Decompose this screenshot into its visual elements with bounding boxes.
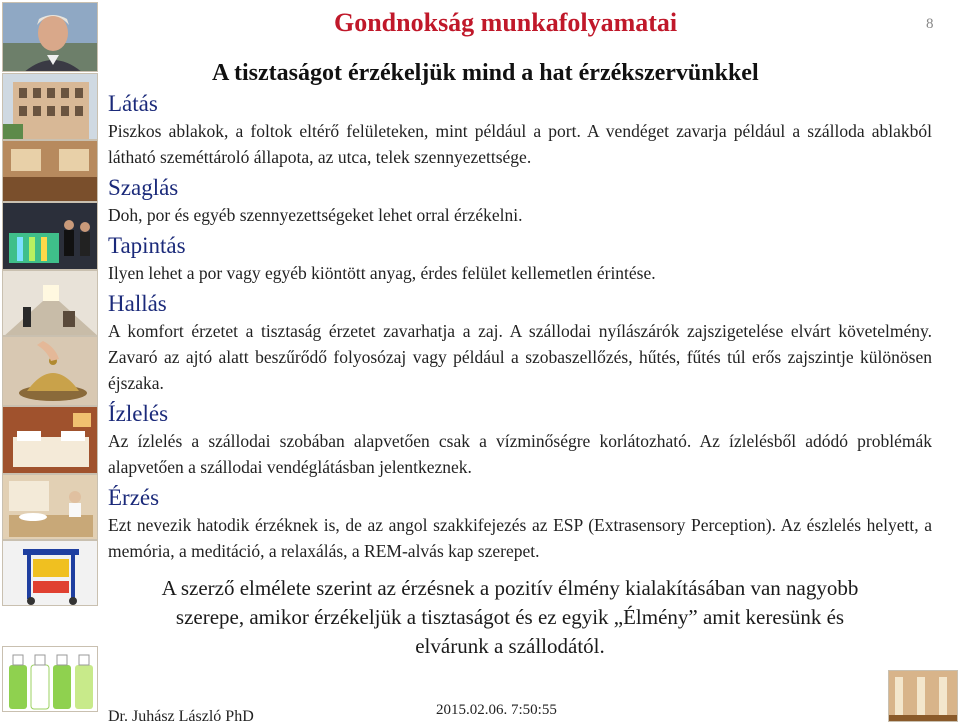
hotel-corridor-photo xyxy=(2,270,98,336)
heading-erzes: Érzés xyxy=(108,485,160,510)
hotel-reception-photo xyxy=(2,140,98,202)
hotel-bathroom-photo xyxy=(2,474,98,540)
heading-hallas: Hallás xyxy=(108,291,167,316)
page-number: 8 xyxy=(926,16,934,32)
heading-latas: Látás xyxy=(108,91,158,116)
text-szaglas: Doh, por és egyéb szennyezettségeket lehet orral érzékelni. xyxy=(108,205,523,225)
heading-tapintas: Tapintás xyxy=(108,233,186,258)
text-erzes: Ezt nevezik hatodik érzéknek is, de az angol szakkifejezés az ESP (Extrasensory Perception). Az észlelés helyett, a memória, a meditáció, a relaxálás, a REM-alvás kap szerepet. xyxy=(108,515,932,561)
text-tapintas: Ilyen lehet a por vagy egyéb kiöntött anyag, érdes felület kellemetlen érintése. xyxy=(108,263,656,283)
reception-bell-photo xyxy=(2,336,98,406)
hotel-lobby-photo xyxy=(888,670,958,722)
slide-subtitle: A tisztaságot érzékeljük mind a hat érzékszervünkkel xyxy=(212,60,759,86)
photo-strip xyxy=(0,0,100,726)
text-latas: Piszkos ablakok, a foltok eltérő felületeken, mint például a port. A vendéget zavarja például a szálloda ablakból látható szeméttároló állapota, az utca, telek szennyezettsége. xyxy=(108,121,932,167)
author-portrait-photo xyxy=(2,2,98,72)
slide-header-title: Gondnokság munkafolyamatai xyxy=(334,8,678,37)
hotel-room-photo xyxy=(2,406,98,474)
text-hallas: A komfort érzetet a tisztaság érzetet zavarhatja a zaj. A szállodai nyílászárók zajszigetelése elvárt követelmény. Zavaró az ajtó alatt beszűrődő folyosózaj vagy például a szobaszellőzés, hűtés, fűtés túl erős zajszintje különösen éjszaka. xyxy=(108,321,932,393)
closing-statement: A szerző elmélete szerint az érzésnek a pozitív élmény kialakításában van nagyobb szerepe, amikor érzékeljük a tisztaságot és ez egyik „Élmény” amit keresünk és elvárunk a szállodától. xyxy=(161,576,859,658)
heading-szaglas: Szaglás xyxy=(108,175,179,200)
heading-izleles: Ízlelés xyxy=(108,401,169,426)
footer-author: Dr. Juhász László PhD xyxy=(108,708,254,725)
hotel-facade-photo xyxy=(2,73,98,140)
cleaning-trolley-photo xyxy=(2,540,98,606)
lobby-guests-photo xyxy=(2,202,98,270)
text-izleles: Az ízlelés a szállodai szobában alapvetően csak a vízminőségre korlátozható. Az ízlelésből adódó problémák alapvetően a szállodai vendéglátásban jelentkeznek. xyxy=(108,431,932,477)
cleaning-bottles-photo xyxy=(2,646,98,712)
slide-body xyxy=(108,90,932,568)
footer-datetime: 2015.02.06. 7:50:55 xyxy=(436,702,557,718)
